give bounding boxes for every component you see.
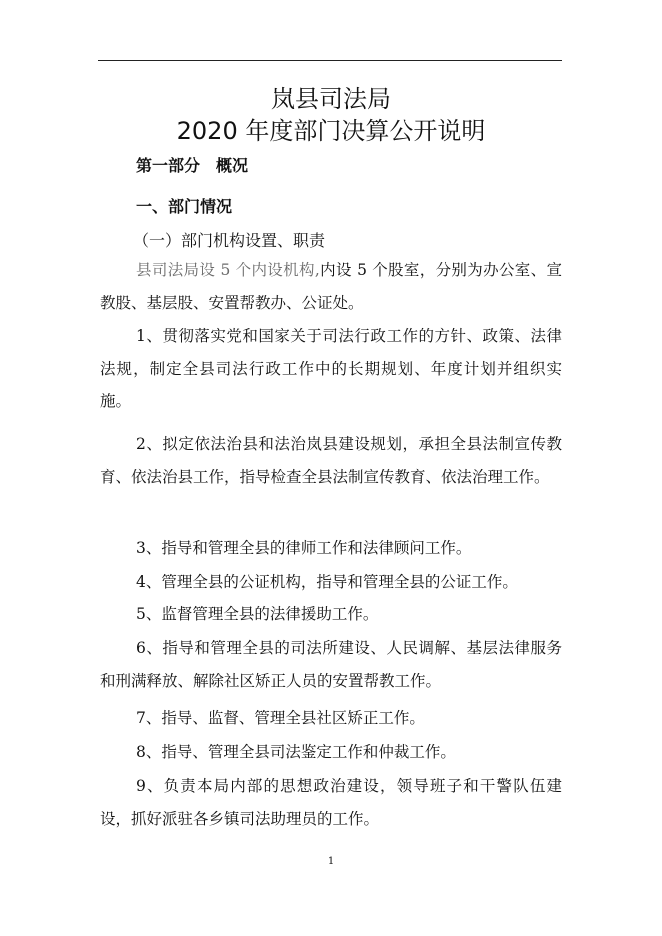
duty-item-8: 8、指导、管理全县司法鉴定工作和仲裁工作。 xyxy=(136,743,456,761)
header-rule xyxy=(98,60,562,61)
intro-paragraph xyxy=(100,254,562,319)
duty-item-6: 6、指导和管理全县的司法所建设、人民调解、基层法律服务和刑满释放、解除社区矫正人员的安置帮教工作。 xyxy=(100,639,562,690)
duty-item-9: 9、负责本局内部的思想政治建设，领导班子和干警队伍建设，抓好派驻各乡镇司法助理员的工作。 xyxy=(100,777,562,828)
duty-item-2: 2、拟定依法治县和法治岚县建设规划，承担全县法制宣传教育、依法治县工作，指导检查全县法制宣传教育、依法治理工作。 xyxy=(100,435,562,486)
document-subtitle: 2020 年度部门决算公开说明 xyxy=(176,117,486,145)
subsection-heading: （一）部门机构设置、职责 xyxy=(133,231,326,250)
intro-text: 内设 5 个股室，分别为办公室、宣教股、基层股、安置帮教办、公证处。 xyxy=(100,261,562,312)
duty-item-4: 4、管理全县的公证机构，指导和管理全县的公证工作。 xyxy=(136,573,518,591)
duty-item-7: 7、指导、监督、管理全县社区矫正工作。 xyxy=(136,709,425,727)
duty-item-5: 5、监督管理全县的法律援助工作。 xyxy=(136,605,379,623)
intro-grey-text: 县司法局设 5 个内设机构, xyxy=(136,261,320,279)
page-number: 1 xyxy=(327,856,335,867)
duty-item-1: 1、贯彻落实党和国家关于司法行政工作的方针、政策、法律法规，制定全县司法行政工作中的长期规划、年度计划并组织实施。 xyxy=(100,327,562,410)
duty-item-3: 3、指导和管理全县的律师工作和法律顾问工作。 xyxy=(136,539,472,557)
part-heading: 第一部分 概况 xyxy=(136,156,249,175)
section-heading: 一、部门情况 xyxy=(136,197,233,216)
document-title: 岚县司法局 xyxy=(271,85,391,113)
